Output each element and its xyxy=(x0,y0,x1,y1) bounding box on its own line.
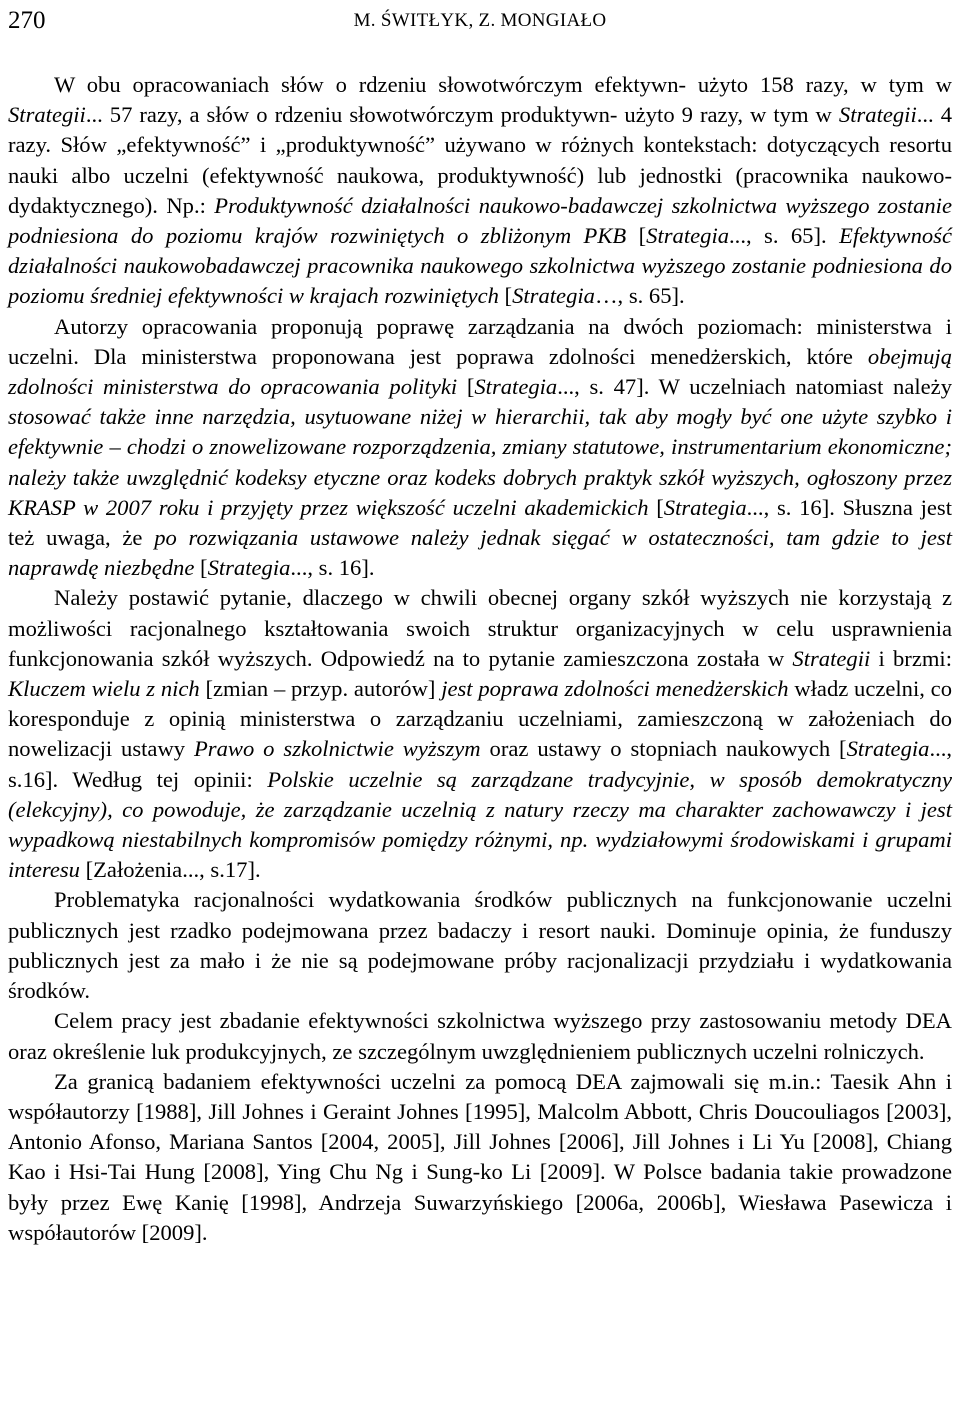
italic-text-run: obejmują zdolności ministerstwa do opracowania polityki xyxy=(8,343,952,400)
text-run: …, s. 65]. xyxy=(594,283,685,309)
text-run: ..., s. 16]. Słuszna jest też uwaga, że xyxy=(8,494,952,551)
text-run: [ xyxy=(626,223,647,249)
text-run: W obu opracowaniach słów o rdzeniu słowotwórczym efektywn- użyto 158 razy, w tym w xyxy=(54,72,952,97)
paragraph-dea-literature xyxy=(8,1067,952,1248)
text-run: [ xyxy=(194,555,208,581)
italic-text-run: po rozwiązania ustawowe należy jednak sięgać w ostateczności, tam gdzie to jest naprawdę niezbędne xyxy=(8,525,952,581)
text-run: władz uczelni, co koresponduje z opinią ministerstwa o zarządzaniu uczelniami, zamieszczoną w założeniach do nowelizacji ustawy xyxy=(8,676,952,762)
text-run: oraz ustawy o stopniach naukowych [ xyxy=(480,736,847,762)
text-run: Autorzy opracowania proponują poprawę zarządzania na dwóch poziomach: ministerstwa i uczelni. Dla ministerstwa proponowana jest poprawa zdolności menedżerskich, które xyxy=(8,313,952,369)
page-number: 270 xyxy=(8,7,46,34)
body-text xyxy=(8,70,952,1248)
italic-text-run: Strategia xyxy=(846,736,930,762)
italic-text-run: Prawo o szkolnictwie wyższym xyxy=(194,736,481,762)
italic-text-run: Strategii xyxy=(838,102,917,128)
italic-text-run: Polskie uczelnie są zarządzane tradycyjnie, w sposób demokratyczny (elekcyjny), co powoduje, że zarządzanie uczelnią z natury rzeczy ma charakter zachowawczy i jest wypadkową niestabilnych kompromisów pomiędzy różnymi, np. wydziałowymi środowiskami i grupami interesu xyxy=(8,766,953,883)
italic-text-run: Strategia xyxy=(474,374,558,400)
text-run: Za granicą badaniem efektywności uczelni za pomocą DEA zajmowali się m.in.: Taesik Ahn i współautorzy [1988], Jill Johnes i Geraint Johnes [1995], Malcolm Abbott, Chris Doucouliagos [2003], Antonio Afonso, Mariana Santos [2004, 2005], Jill Johnes [2006], Jill Johnes i Li Yu [2008], Chiang Kao i Hsi-Tai Hung [2008], Ying Chu Ng i Sung-ko Li [2009]. W Polsce badania takie prowadzone były przez Ewę Kanię [1998], Andrzeja Suwarzyńskiego [2006a, 2006b], Wiesława Pasewicza i współautorów [2009]. xyxy=(8,1068,952,1245)
italic-text-run: Strategia xyxy=(663,494,747,520)
italic-text-run: Strategia xyxy=(207,555,291,581)
italic-text-run: jest poprawa zdolności menedżerskich xyxy=(441,676,789,702)
paragraph-management-levels xyxy=(8,312,952,584)
text-run: [ xyxy=(498,283,513,309)
text-run: ..., s. 16]. xyxy=(290,555,375,581)
italic-text-run: Efektywność działalności naukowobadawczej pracownika naukowego szkolnictwa wyższego zostanie podniesiona do poziomu średniej efektywności w krajach rozwiniętych xyxy=(8,223,952,309)
italic-text-run: Strategia xyxy=(646,223,730,249)
text-run: Problematyka racjonalności wydatkowania środków publicznych na funkcjonowanie uczelni publicznych jest rzadko podejmowana przez badaczy i resort nauki. Dominuje opinia, że funduszy publicznych jest za mało i że nie są podejmowane próby racjonalizacji przydziału i wydatkowania środków. xyxy=(8,887,952,1004)
text-run: ... 4 razy. Słów „efektywność” i „produktywność” używano w różnych kontekstach: dotyczących resortu nauki albo uczelni (efektywność naukowa, produktywność) lub jednostki (pracownika naukowo-dydaktycznego). Np.: xyxy=(8,102,952,218)
italic-text-run: Strategii xyxy=(792,645,871,671)
text-run: [ xyxy=(648,494,664,520)
text-run: Celem pracy jest zbadanie efektywności szkolnictwa wyższego przy zastosowaniu metody DEA oraz określenie luk produkcyjnych, ze szczególnym uwzględnieniem publicznych uczelni rolniczych. xyxy=(8,1008,952,1064)
paragraph-research-aim xyxy=(8,1006,952,1066)
italic-text-run: Produktywność działalności naukowo-badawczej szkolnictwa wyższego zostanie podniesiona do poziomu krajów rozwiniętych o zbliżonym PKB xyxy=(8,192,952,249)
running-head-authors: M. ŚWITŁYK, Z. MONGIAŁO xyxy=(353,10,607,31)
paragraph-public-funds xyxy=(8,885,952,1006)
text-run: ..., s.16]. Według tej opinii: xyxy=(8,736,953,792)
text-run: ... 57 razy, a słów o rdzeniu słowotwórczym produktywn- użyto 9 razy, w tym w xyxy=(85,102,839,128)
italic-text-run: stosować także inne narzędzia, usytuowane niżej w hierarchii, tak aby mogły być one użyte szybko i efektywnie – chodzi o znowelizowane rozporządzenia, zmiany statutowe, instrumentarium ekonomiczne; należy także uwzględnić kodeksy etyczne oraz kodeks dobrych praktyk szkół wyższych, ogłoszony przez KRASP w 2007 roku i przyjęty przez większość uczelni akademickich xyxy=(8,404,952,520)
text-run: Należy postawić pytanie, dlaczego w chwili obecnej organy szkół wyższych nie korzystają z możliwości racjonalnego kształtowania swoich struktur organizacyjnych w celu usprawnienia funkcjonowania szkół wyższych. Odpowiedź na to pytanie zamieszczona została w xyxy=(8,585,952,671)
paragraph-organizational-structures xyxy=(8,583,952,885)
italic-text-run: Kluczem wielu z nich xyxy=(8,676,200,702)
text-run: i brzmi: xyxy=(870,645,952,671)
text-run: ..., s. 65]. xyxy=(729,223,840,249)
paragraph-efficiency-terms xyxy=(8,70,952,312)
page-header xyxy=(8,4,952,40)
italic-text-run: Strategii xyxy=(8,102,86,128)
text-run: [zmian – przyp. autorów] xyxy=(199,676,442,702)
text-run: [Założenia..., s.17]. xyxy=(79,857,261,883)
text-run: ..., s. 47]. W uczelniach natomiast należy xyxy=(557,374,952,400)
italic-text-run: Strategia xyxy=(512,283,595,309)
text-run: [ xyxy=(457,374,475,400)
